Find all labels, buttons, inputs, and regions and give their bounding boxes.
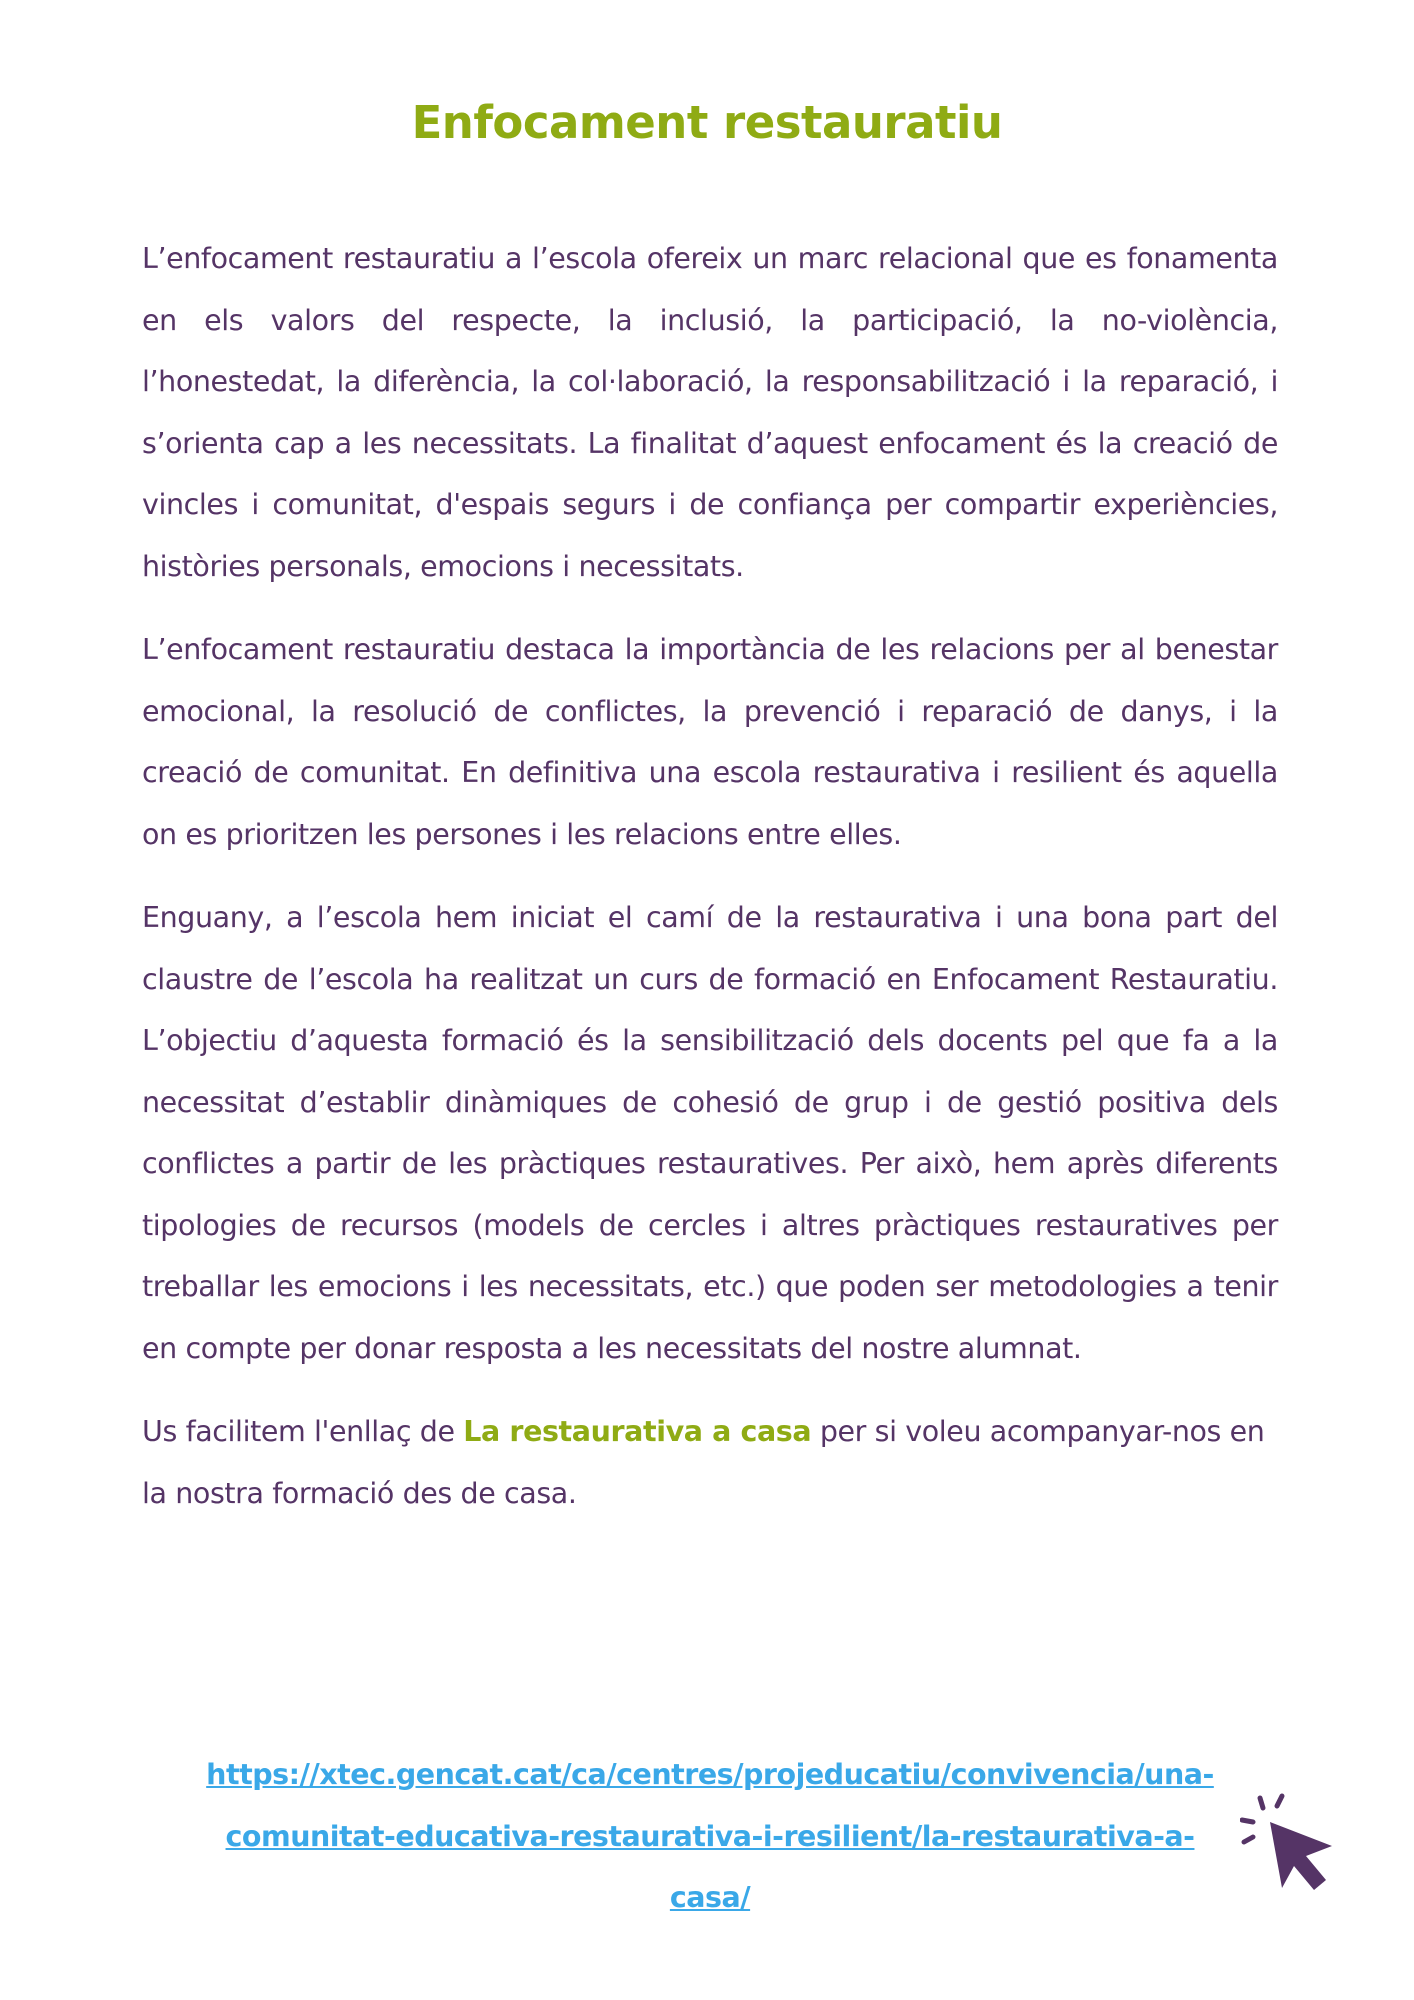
paragraph: L’enfocament restauratiu destaca la importància de les relacions per al benestar emocional, la resolució de conflictes, la prevenció i reparació de danys, i la creació de comunitat. En definitiva una escola restaurativa i resilient és aquella on es prioritzen les persones i les relacions entre elles. (142, 633, 1278, 851)
closing-text-after: per si voleu acompanyar-nos en la nostra formació des de casa. (142, 1415, 1265, 1510)
page-title: Enfocament restauratiu (411, 96, 1003, 149)
restaurativa-link-label[interactable]: La restaurativa a casa (463, 1415, 812, 1448)
url-line-1: https://xtec.gencat.cat/ca/centres/projeducatiu/convivencia/una- (206, 1758, 1214, 1791)
click-cursor-icon (1240, 1790, 1350, 1900)
url-block (142, 1744, 1278, 1929)
closing-paragraph (142, 1401, 1278, 1524)
url-line-3: casa/ (669, 1881, 751, 1914)
paragraph: L’enfocament restauratiu a l’escola ofereix un marc relacional que es fonamenta en els valors del respecte, la inclusió, la participació, la no-violència, l’honestedat, la diferència, la col·laboració, la responsabilització i la reparació, i s’orienta cap a les necessitats. La finalitat d’aquest enfocament és la creació de vincles i comunitat, d'espais segurs i de confiança per compartir experiències, històries personals, emocions i necessitats. (142, 242, 1278, 583)
url-line-2: comunitat-educativa-restaurativa-i-resilient/la-restaurativa-a- (225, 1819, 1195, 1853)
article-body (142, 228, 1278, 1546)
restaurativa-url-link[interactable] (206, 1758, 1214, 1914)
paragraph: Enguany, a l’escola hem iniciat el camí de la restaurativa i una bona part del claustre de l’escola ha realitzat un curs de formació en Enfocament Restauratiu. L’objectiu d’aquesta formació és la sensibilització dels docents pel que fa a la necessitat d’establir dinàmiques de cohesió de grup i de gestió positiva dels conflictes a partir de les pràctiques restauratives. Per això, hem après diferents tipologies de recursos (models de cercles i altres pràctiques restauratives per treballar les emocions i les necessitats, etc.) que poden ser metodologies a tenir en compte per donar resposta a les necessitats del nostre alumnat. (142, 901, 1278, 1365)
closing-text-before: Us facilitem l'enllaç de (142, 1415, 464, 1448)
